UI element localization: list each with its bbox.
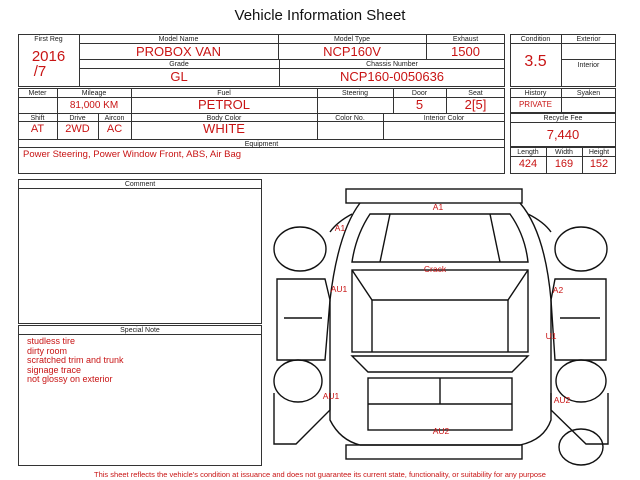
drive-value: 2WD	[65, 123, 90, 135]
mark-au1-left: AU1	[330, 284, 348, 294]
drive-label: Drive	[69, 115, 86, 122]
mark-u1-right: U1	[545, 331, 557, 341]
body-color-label: Body Color	[206, 115, 242, 122]
mark-au1-lower: AU1	[322, 391, 340, 401]
comment-label: Comment	[124, 181, 156, 188]
fuel-label: Fuel	[217, 90, 231, 97]
equipment-label: Equipment	[244, 141, 279, 148]
aircon-value: AC	[106, 123, 123, 135]
exhaust-label: Exhaust	[452, 36, 479, 43]
fuel-value: PETROL	[197, 97, 250, 112]
note-item: scratched trim and trunk	[27, 355, 124, 365]
mark-a1-front: A1	[432, 202, 444, 212]
first-reg-label: First Reg	[34, 36, 63, 43]
height-label: Height	[588, 149, 610, 156]
grade-value: GL	[170, 69, 188, 84]
recycle-value: 7,440	[546, 127, 580, 142]
length-value: 424	[518, 158, 538, 170]
car-damage-diagram	[262, 182, 622, 470]
exterior-label: Exterior	[576, 36, 601, 43]
mark-a1-left: A1	[334, 223, 346, 233]
note-item: signage trace	[27, 364, 82, 375]
mileage-value: 81,000 KM	[69, 100, 119, 111]
syaken-label: Syaken	[576, 90, 601, 97]
color-no-label: Color No.	[335, 115, 365, 122]
width-value: 169	[554, 158, 574, 170]
mileage-label: Mileage	[81, 90, 107, 97]
body-color-value: WHITE	[203, 121, 245, 136]
special-note-list	[27, 337, 124, 385]
recycle-label: Recycle Fee	[543, 115, 583, 122]
history-value: PRIVATE	[518, 100, 553, 109]
mark-au2-rear: AU2	[432, 426, 450, 436]
exhaust-value: 1500	[451, 44, 480, 59]
special-note-label: Special Note	[120, 327, 160, 334]
door-value: 5	[415, 97, 424, 112]
note-item: dirty room	[27, 345, 68, 356]
page-title: Vehicle Information Sheet	[234, 7, 406, 24]
chassis-value: NCP160-0050636	[339, 69, 445, 84]
seat-label: Seat	[468, 90, 483, 97]
height-value: 152	[589, 158, 609, 170]
meter-label: Meter	[28, 90, 47, 97]
model-type-label: Model Type	[333, 36, 371, 43]
model-name-label: Model Name	[158, 36, 199, 43]
interior-color-label: Interior Color	[423, 115, 465, 122]
mark-crack: Crack	[423, 264, 447, 274]
history-label: History	[524, 90, 547, 97]
door-label: Door	[411, 90, 428, 97]
mark-a2-right: A2	[552, 285, 564, 295]
condition-score: 3.5	[524, 53, 547, 70]
note-item: studless tire	[27, 336, 76, 346]
mark-au2-lower: AU2	[553, 395, 571, 405]
seat-value: 2[5]	[464, 97, 487, 112]
note-item: not glossy on exterior	[27, 374, 113, 384]
interior-label: Interior	[577, 62, 600, 69]
equipment-value: Power Steering, Power Window Front, ABS, Air Bag	[23, 149, 242, 160]
first-reg-month: /7	[33, 63, 47, 80]
shift-value: AT	[30, 123, 45, 135]
grade-label: Grade	[169, 61, 189, 68]
shift-label: Shift	[30, 115, 45, 122]
comment-box	[18, 179, 262, 324]
length-label: Length	[517, 149, 539, 156]
model-type-value: NCP160V	[323, 44, 381, 59]
model-name-value: PROBOX VAN	[135, 44, 221, 59]
width-label: Width	[555, 149, 573, 156]
steering-label: Steering	[341, 90, 369, 97]
disclaimer-footer: This sheet reflects the vehicle's condition at issuance and does not guarantee its current state, functionality, or suitability for any purpose	[94, 470, 546, 479]
condition-label: Condition	[520, 36, 551, 43]
aircon-label: Aircon	[104, 115, 125, 122]
first-reg-year: 2016	[31, 48, 66, 65]
chassis-label: Chassis Number	[366, 61, 418, 68]
